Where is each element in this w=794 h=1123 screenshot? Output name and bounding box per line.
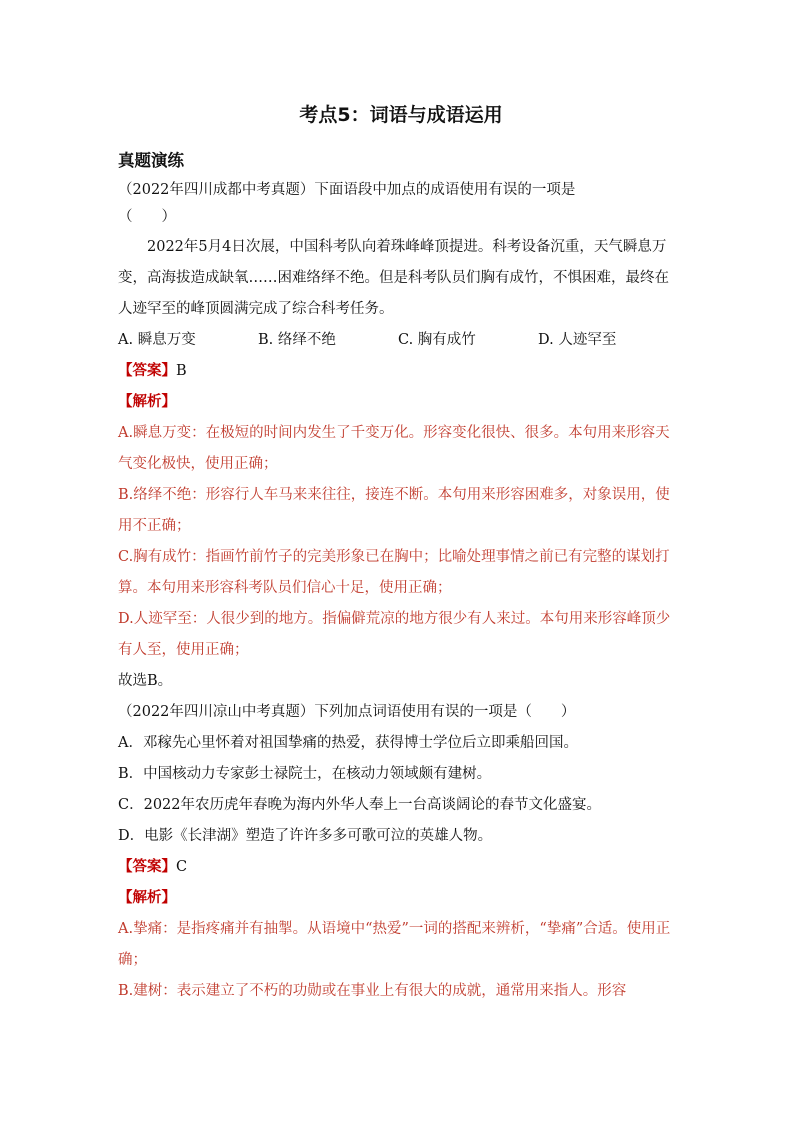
- q1-analysis-a: A.瞬息万变：在极短的时间内发生了千变万化。形容变化很快、很多。本句用来形容天气变化极快，使用正确；: [118, 425, 670, 472]
- q1-answer-label: 【答案】: [118, 363, 176, 379]
- q1-option-b: B. 络绎不绝: [258, 332, 336, 348]
- q1-passage: 2022年5月4日次展，中国科考队向着珠峰峰顶提进。科考设备沉重，天气瞬息万变，高海拔造成缺氧……困难络绎不绝。但是科考队员们胸有成竹，不惧困难，最终在人迹罕至的峰顶圆满完成了综合科考任务。: [118, 239, 669, 317]
- q1-stem: （2022年四川成都中考真题）下面语段中加点的成语使用有误的一项是: [118, 182, 576, 198]
- q1-option-a: A. 瞬息万变: [118, 332, 196, 348]
- q2-answer-label: 【答案】: [118, 859, 176, 875]
- q1-analysis-c: C.胸有成竹：指画竹前竹子的完美形象已在胸中；比喻处理事情之前已有完整的谋划打算。本句用来形容科考队员们信心十足，使用正确；: [118, 549, 670, 596]
- section-heading: 真题演练: [118, 151, 184, 170]
- q2-option-b: B．中国核动力专家彭士禄院士，在核动力领域颇有建树。: [118, 766, 492, 782]
- q1-paren: （ ）: [118, 208, 176, 225]
- q1-option-c: C. 胸有成竹: [398, 332, 476, 348]
- q2-analysis-a-highlight: “挚痛”合适。使用正确；: [118, 921, 671, 968]
- q2-analysis-b: B.建树：表示建立了不朽的功勋或在事业上有很大的成就，通常用来指人。形容: [118, 983, 627, 999]
- q1-analysis-b: B.络绎不绝：形容行人车马来来往往，接连不断。本句用来形容困难多，对象误用，使用不正确；: [118, 487, 670, 534]
- q2-answer-value: C: [176, 859, 188, 875]
- q2-stem: （2022年四川凉山中考真题）下列加点词语使用有误的一项是（ ）: [118, 704, 576, 720]
- q1-analysis-label: [118, 387, 678, 418]
- q1-options: [118, 325, 678, 356]
- document-content: [118, 100, 678, 1007]
- q2-analysis-label-text: 【解析】: [118, 890, 176, 906]
- q2-answer: [118, 852, 678, 883]
- q1-answer: [118, 356, 678, 387]
- q1-analysis-d: D.人迹罕至：人很少到的地方。指偏僻荒凉的地方很少有人来过。本句用来形容峰顶少有人至，使用正确；: [118, 611, 671, 658]
- q1-conclusion: 故选B。: [118, 673, 173, 689]
- q2-option-c: C．2022年农历虎年春晚为海内外华人奉上一台高谈阔论的春节文化盛宴。: [118, 797, 601, 813]
- q2-analysis-a: [118, 914, 678, 976]
- page-title: 考点5：词语与成语运用: [299, 104, 503, 126]
- q2-analysis-label: [118, 883, 678, 914]
- q2-option-a: A．邓稼先心里怀着对祖国挚痛的热爱，获得博士学位后立即乘船回国。: [118, 735, 578, 751]
- q2-option-d: D．电影《长津湖》塑造了许许多多可歌可泣的英雄人物。: [118, 828, 493, 844]
- q1-answer-value: B: [176, 363, 187, 379]
- q1-analysis-label-text: 【解析】: [118, 394, 176, 410]
- q1-option-d: D. 人迹罕至: [538, 332, 617, 348]
- q2-analysis-a-text: A.挚痛：是指疼痛并有抽掣。从语境中“热爱”一词的搭配来辨析，: [118, 921, 540, 937]
